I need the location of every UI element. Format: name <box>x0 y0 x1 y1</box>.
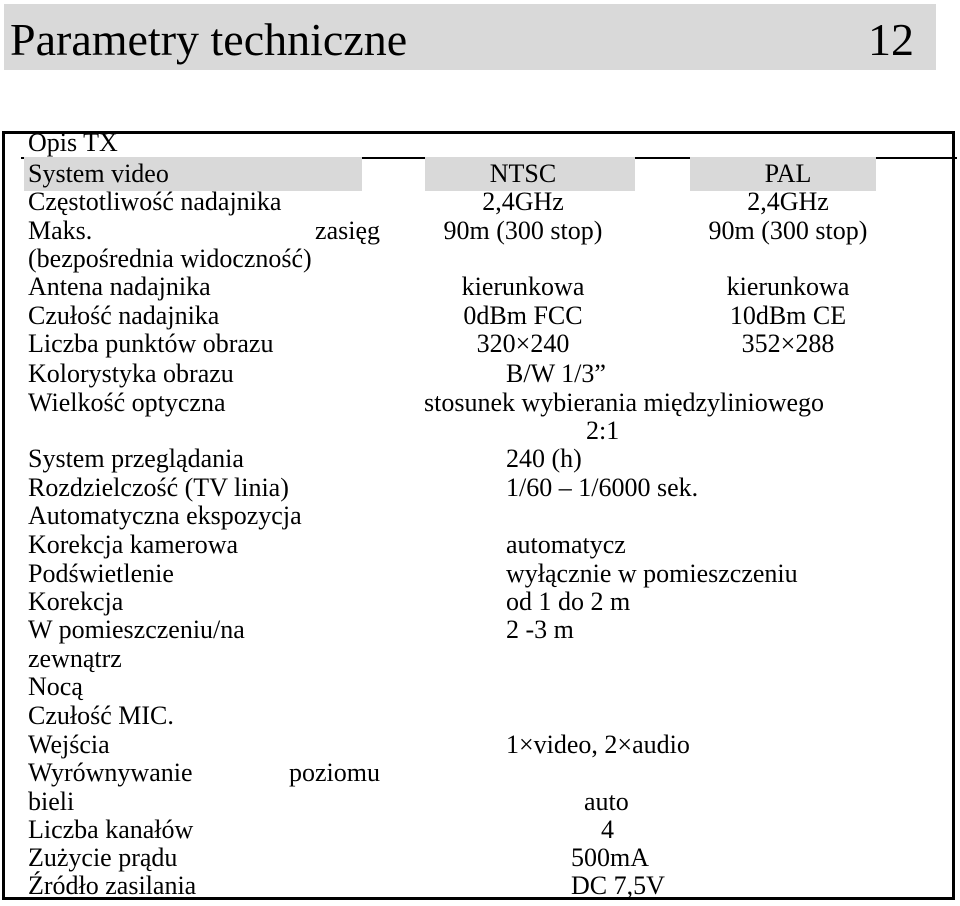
range-label-b: zasięg <box>315 216 380 245</box>
resolution-value: 1/60 – 1/6000 sek. <box>506 473 699 502</box>
night-label: Nocą <box>28 672 83 701</box>
optical-size-label: Wielkość optyczna <box>28 388 226 417</box>
inputs-value: 1×video, 2×audio <box>506 730 690 759</box>
mic-sensitivity-label: Czułość MIC. <box>28 701 174 730</box>
scan-system-label: System przeglądania <box>28 444 244 473</box>
optical-size-value: stosunek wybierania międzyliniowego <box>424 388 825 417</box>
correction-value: od 1 do 2 m <box>506 587 631 616</box>
range-label-note: (bezpośrednia widoczność) <box>28 244 312 273</box>
camera-correction-value: automatycz <box>506 530 626 559</box>
system-video-label: System video <box>28 159 169 188</box>
page-header <box>4 4 936 70</box>
opis-tx-label: Opis TX <box>28 128 118 157</box>
white-balance-label-c: bieli <box>28 787 75 816</box>
pixels-ntsc: 320×240 <box>476 329 570 358</box>
antenna-label: Antena nadajnika <box>28 272 211 301</box>
resolution-label: Rozdzielczość (TV linia) <box>28 473 289 502</box>
backlight-value: wyłącznie w pomieszczeniu <box>506 559 798 588</box>
page-number: 12 <box>868 14 914 65</box>
sensitivity-label: Czułość nadajnika <box>28 301 220 330</box>
backlight-label: Podświetlenie <box>28 559 174 588</box>
pixels-label: Liczba punktów obrazu <box>28 329 274 358</box>
white-balance-value: auto <box>584 787 629 816</box>
white-balance-label <box>28 759 380 787</box>
indoor-outdoor-label: W pomieszczeniu/na <box>28 615 245 644</box>
sensitivity-ntsc: 0dBm FCC <box>463 301 583 330</box>
range-pal: 90m (300 stop) <box>708 216 868 245</box>
current-label: Zużycie prądu <box>28 843 178 872</box>
correction-label: Korekcja <box>28 587 124 616</box>
channels-value: 4 <box>601 815 614 844</box>
pixels-pal: 352×288 <box>741 329 835 358</box>
optical-size-value-ratio: 2:1 <box>586 416 620 445</box>
exposure-label: Automatyczna ekspozycja <box>28 501 302 530</box>
power-source-value: DC 7,5V <box>571 871 665 900</box>
range-label <box>28 217 380 245</box>
indoor-outdoor-value: 2 -3 m <box>506 615 574 644</box>
indoor-outdoor-label-2: zewnątrz <box>28 644 122 673</box>
frequency-pal: 2,4GHz <box>747 187 829 216</box>
page-title: Parametry techniczne <box>10 14 408 65</box>
color-value: B/W 1/3” <box>506 359 606 388</box>
ntsc-header: NTSC <box>489 159 557 188</box>
current-value: 500mA <box>571 843 649 872</box>
power-source-label: Źródło zasilania <box>28 871 197 900</box>
sensitivity-pal: 10dBm CE <box>729 301 847 330</box>
frequency-ntsc: 2,4GHz <box>482 187 564 216</box>
range-label-a: Maks. <box>28 216 93 245</box>
antenna-pal: kierunkowa <box>726 272 850 301</box>
antenna-ntsc: kierunkowa <box>461 272 585 301</box>
white-balance-label-a: Wyrównywanie <box>28 758 193 787</box>
white-balance-label-b: poziomu <box>289 758 380 787</box>
color-label: Kolorystyka obrazu <box>28 359 234 388</box>
channels-label: Liczba kanałów <box>28 815 194 844</box>
inputs-label: Wejścia <box>28 730 110 759</box>
pal-header: PAL <box>764 159 812 188</box>
range-ntsc: 90m (300 stop) <box>443 216 603 245</box>
frequency-label: Częstotliwość nadajnika <box>28 187 282 216</box>
camera-correction-label: Korekcja kamerowa <box>28 530 239 559</box>
scan-system-value: 240 (h) <box>506 444 582 473</box>
